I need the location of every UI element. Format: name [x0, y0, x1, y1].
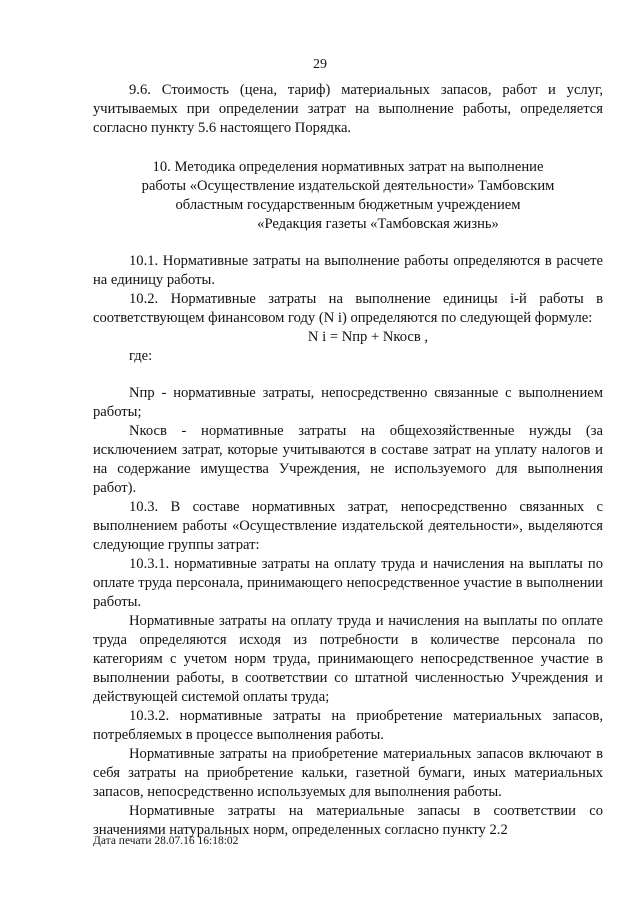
page-number: 29 — [313, 57, 327, 72]
paragraph-10-1: 10.1. Нормативные затраты на выполнение работы определяются в расчете на единицу работы. — [93, 253, 603, 288]
section-heading-line-4: «Редакция газеты «Тамбовская жизнь» — [257, 216, 499, 232]
paragraph-9-6: 9.6. Стоимость (цена, тариф) материальных запасов, работ и услуг, учитываемых при определении затрат на выполнение работы, определяется согласно пункту 5.6 настоящего Порядка. — [93, 82, 603, 136]
paragraph-10-3-2: 10.3.2. нормативные затраты на приобретение материальных запасов, потребляемых в процессе выполнения работы. — [93, 708, 603, 743]
section-heading-line-2: работы «Осуществление издательской деятельности» Тамбовским — [141, 178, 555, 194]
paragraph-10-3: 10.3. В составе нормативных затрат, непосредственно связанных с выполнением работы «Осуществление издательской деятельности», выделяются следующие группы затрат: — [93, 499, 603, 553]
definition-npr: Nпр - нормативные затраты, непосредственно связанные с выполнением работы; — [93, 385, 603, 420]
definition-nkosv: Nкосв - нормативные затраты на общехозяйственные нужды (за исключением затрат, которые учитываются в составе затрат на уплату налогов и на содержание имущества Учреждения, не используемого для выполнения работ). — [93, 423, 603, 496]
print-date: Дата печати 28.07.16 16:18:02 — [93, 835, 239, 847]
paragraph-labor-costs: Нормативные затраты на оплату труда и начисления на выплаты по оплате труда определяются исходя из потребности в количестве персонала по категориям с учетом норм труда, принимающего непосредственное участие в выполнении работы, в соответствии со штатной численностью Учреждения и действующей системой оплаты труда; — [93, 613, 603, 705]
document-body — [93, 81, 603, 840]
formula: N i = Nпр + Nкосв , — [307, 329, 429, 345]
paragraph-norms: Нормативные затраты на материальные запасы в соответствии со значениями натуральных норм, определенных согласно пункту 2.2 — [93, 803, 603, 838]
section-heading — [93, 158, 603, 234]
paragraph-10-3-1: 10.3.1. нормативные затраты на оплату труда и начисления на выплаты по оплате труда персонала, принимающего непосредственное участие в выполнении работы. — [93, 556, 603, 610]
section-heading-line-3: областным государственным бюджетным учреждением — [175, 197, 521, 213]
paragraph-materials: Нормативные затраты на приобретение материальных запасов включают в себя затраты на приобретение кальки, газетной бумаги, иных материальных запасов, непосредственно используемых для выполнения работы. — [93, 746, 603, 800]
where-label: где: — [129, 348, 153, 364]
section-heading-line-1: 10. Методика определения нормативных затрат на выполнение — [152, 159, 544, 175]
paragraph-10-2: 10.2. Нормативные затраты на выполнение единицы i-й работы в соответствующем финансовом году (N i) определяются по следующей формуле: — [93, 291, 603, 326]
